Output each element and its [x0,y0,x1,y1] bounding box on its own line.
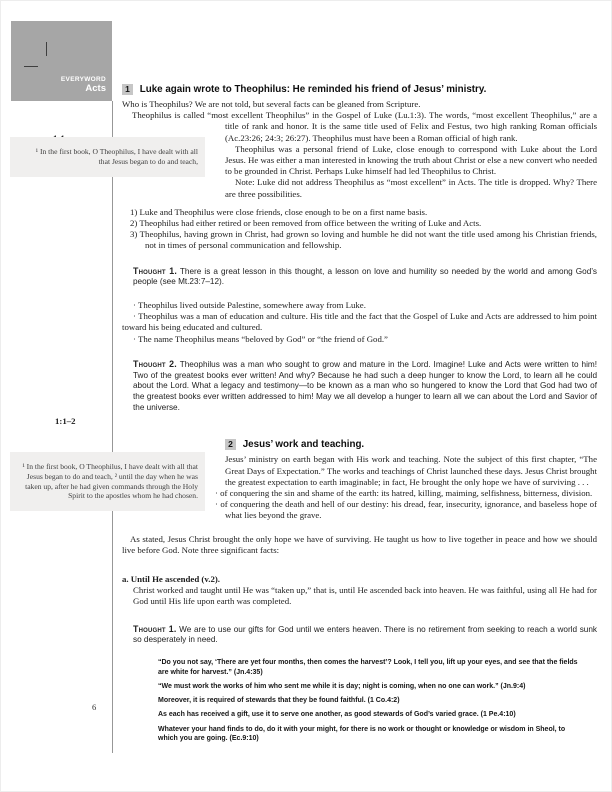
thought-text: There is a great lesson in this thought, a lesson on love and humility so needed by the world and among God’s people (see Mt.23:7–12). [133,266,598,287]
thought-block [133,266,597,288]
sub-point-title: Until He ascended (v.2). [128,573,220,584]
thought-label: Thought 2. [133,358,177,369]
paragraph: Theophilus was a personal friend of Luke, close enough to correspond with Luke about the Lord Jesus. He was either a man interested in knowing the truth about Christ or else a new convert who needed to be grounded in Christ. Perhaps Luke himself had led Theophilus to Christ. [225,143,597,177]
paragraph: Who is Theophilus? We are not told, but several facts can be gleaned from Scripture. [122,99,421,109]
scripture-quote: Whatever your hand finds to do, do it with your might, for there is no work or thought or knowledge or wisdom in Sheol, to which you are going. (Ec.9:10) [158,725,566,743]
verse-ref-2: 1:1–2 [55,416,76,426]
bullet-item: · of conquering the sin and shame of the earth: its hatred, killing, maiming, selfishness, bitterness, division. [215,487,593,498]
paragraph-text: Theophilus is called “most excellent Theophilus” in the Gospel of Luke (Lu.1:3). The words, “most excellent Theophilus,” are a title of rank and honor. It is the same title used of Felix and Festus, two high ranking Roman officials [132,110,597,132]
section-1-heading [122,84,597,96]
crop-mark-horizontal [24,66,38,67]
section-1-title: Luke again wrote to Theophilus: He reminded his friend of Jesus’ ministry. [139,84,487,95]
sub-point-heading [122,574,597,585]
sub-point-letter: a. [122,573,129,584]
numbered-list-item: 1) Luke and Theophilus were close friends, close enough to be on a first name basis. [130,206,428,217]
scripture-quote: As each has received a gift, use it to serve one another, as good stewards of God’s varied grace. (1 Pe.4:10) [158,711,516,719]
scripture-quote: “Do you not say, ‘There are yet four months, then comes the harvest’? Look, I tell you, lift up your eyes, and see that the fields are white for harvest.” (Jn.4:35) [158,659,578,676]
scripture-quote: Moreover, it is required of stewards that they be found faithful. (1 Co.4:2) [158,697,400,705]
bullet-item: · Theophilus was a man of education and culture. His title and the fact that the Gospel of Luke and Acts are addressed to him point toward his being educated and cultured. [122,311,597,333]
paragraph: Christ worked and taught until He was “taken up,” that is, until He ascended back into heaven. He was faithful, using all He had for God until His life upon earth was completed. [133,585,597,607]
section-2 [22,439,597,744]
numbered-list [122,200,597,252]
thought-text: We are to use our gifts for God until we enters heaven. There is no retirement from seeking to reach a world sunk so desperately in need. [133,624,597,645]
crop-mark-vertical [46,42,47,56]
thought-label: Thought 1. [133,265,177,276]
section-1-number-badge: 1 [122,84,133,95]
paragraph: Note: Luke did not address Theophilus as “most excellent” in Acts. The title is dropped. Why? There are three possibilities. [225,177,597,199]
section-2-heading [122,439,597,451]
section-2-number-badge: 2 [225,439,236,450]
numbered-list-item: 2) Theophilus had either retired or been removed from office between the writing of Luke and Acts. [130,218,482,229]
brand-text [61,76,106,94]
header-brand-tab [11,21,112,101]
bullet-item: · The name Theophilus means “beloved by God” or “the friend of God.” [133,333,388,344]
bullet-list [122,300,597,345]
paragraph: Jesus’ ministry on earth began with His work and teaching. Note the subject of this first chapter, “The Great Days of Expectation.” The works and teachings of Christ launched these days. Jesus Christ brought the greatest expectation to earth imaginable; in fact, He brought the only hope we have of surviving . . . [225,454,597,487]
numbered-list-item: 3) Theophilus, having grown in Christ, had grown so loving and humble he did not want the title used among his Christian friends, not in times of personal communication and fellowship. [130,229,597,251]
scripture-quote: “We must work the works of him who sent me while it is day; night is coming, when no one can work.” (Jn.9:4) [158,682,526,690]
bullet-item: · Theophilus lived outside Palestine, somewhere away from Luke. [133,300,366,311]
scripture-quote-list [158,658,579,744]
thought-block [133,624,597,646]
thought-text: Theophilus was a man who sought to grow and mature in the Lord. Imagine! Luke and Acts were written to him! Two of the greatest books ever written! And why? Because he had such a deep hunger to know the Lord, to learn all he could about the Lord. What a legacy and testimony—to be known as a man who so hungered to know the Lord that God had two of the greatest books ever written addressed to him! May we all develop a hunger to learn all we can about the Lord and Savior of the universe. [133,359,598,412]
book-name: Acts [85,83,106,94]
scripture-box-2: ¹ In the first book, O Theophilus, I have dealt with all that Jesus began to do and teach, ² until the day when he was taken up, after he had given commands through the Holy Spirit to the apostles whom he had chosen. [10,452,205,511]
section-2-title: Jesus’ work and teaching. [242,439,365,451]
sub-point-a [122,573,597,744]
column-rule [112,101,113,753]
paragraph-text: (Ac.23:26; 24:3; 26:27). Theophilus must have been a Roman official of high rank. [225,132,518,143]
bullet-item: · of conquering the death and hell of our destiny: his dread, fear, insecurity, ignorance, and baseless hope of what lies beyond the grave. [215,499,597,521]
page-number: 6 [92,702,97,712]
thought-block [133,359,597,414]
brand-name: EVERYWORD [60,76,106,83]
thought-label: Thought 1. [133,623,177,634]
paragraph: As stated, Jesus Christ brought the only hope we have of surviving. He taught us how to live together in peace and how we should live before God. Note three significant facts: [122,533,597,555]
scripture-box-1: ¹ In the first book, O Theophilus, I have dealt with all that Jesus began to do and teach, [10,137,205,176]
